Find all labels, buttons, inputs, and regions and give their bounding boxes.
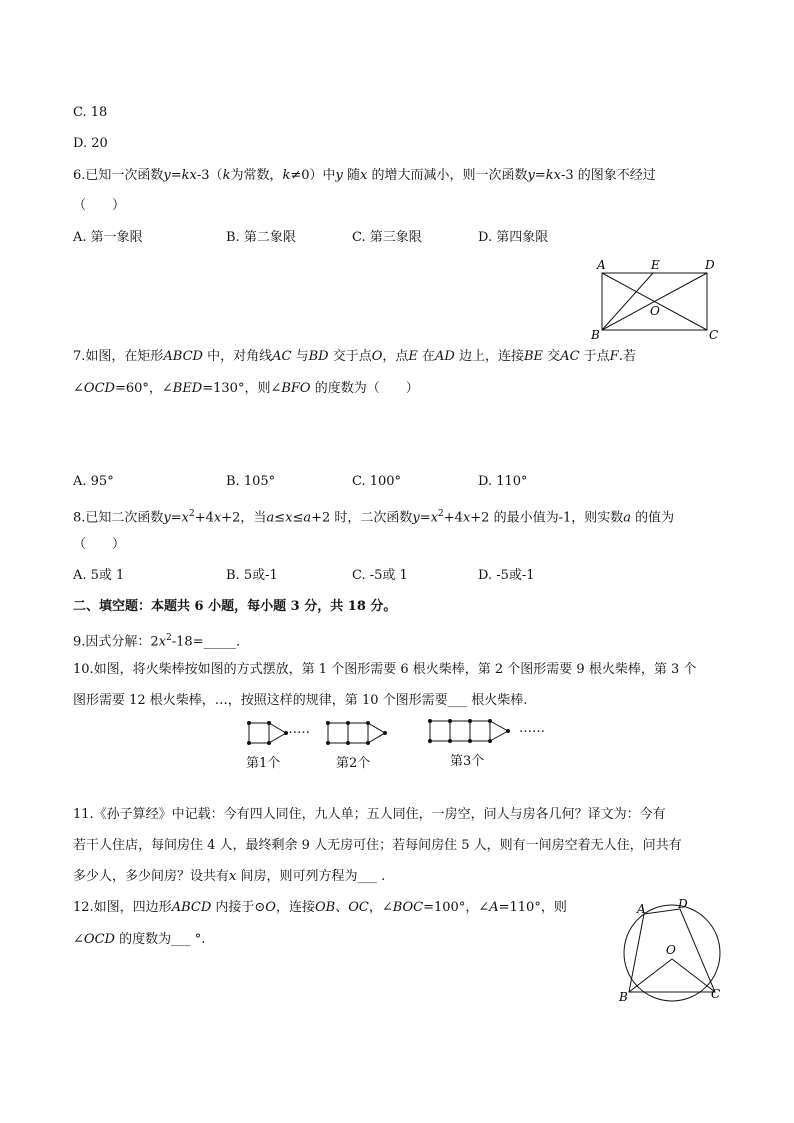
q12-stem-line2: ∠OCD 的度数为___ °. <box>73 932 206 947</box>
ellipsis-right: …… <box>519 721 545 736</box>
q12-circle-figure <box>612 893 742 1011</box>
caption-figure-2: 第2个 <box>336 756 371 771</box>
q8-option-d: D. -5或-1 <box>478 568 535 583</box>
matchstick-figure-3 <box>430 721 508 741</box>
label-d: D <box>705 258 715 272</box>
q6-stem: 6.已知一次函数y=kx-3（k为常数，k≠0）中y 随x 的增大而减小，则一次函数y=kx-3 的图象不经过 <box>73 168 656 183</box>
label-a: A <box>637 902 646 916</box>
q9-stem: 9.因式分解：$2x^2-18=\_\_\_\_\_$． <box>73 633 250 650</box>
q7-option-d: D. 110° <box>478 474 528 489</box>
q8-option-c: C. -5或 1 <box>352 568 408 583</box>
q11-stem: 11.《孙子算经》中记载：今有四人同住，九人单；五人同住，一房空，问人与房各几何？译文为：今有 <box>73 807 666 822</box>
q5-option-c: C. 18 <box>73 105 108 120</box>
section-2-heading: 二、填空题：本题共 6 小题，每小题 3 分，共 18 分。 <box>73 599 397 614</box>
caption-figure-1: 第1个 <box>246 756 281 771</box>
matchstick-figure-2 <box>328 723 385 743</box>
label-b: B <box>619 990 628 1004</box>
label-a: A <box>597 258 606 272</box>
q6-option-d: D. 第四象限 <box>478 230 549 245</box>
segments-ob-oc <box>629 959 715 992</box>
q9-answer-blank: _____ <box>203 634 237 650</box>
q6-option-a: A. 第一象限 <box>73 230 143 245</box>
label-c: C <box>709 328 719 342</box>
q8-stem: 8.已知二次函数$y=x^2+4x+2$，当a≤x≤a+2 时，二次函数$y=x^2+4x+2$ 的最小值为-1，则实数a 的值为 <box>73 509 675 526</box>
q6-option-b: B. 第二象限 <box>226 230 296 245</box>
matchstick-figure-1 <box>249 723 286 743</box>
q7-rectangle-figure <box>585 255 725 345</box>
label-b: B <box>591 328 600 342</box>
segment-be <box>602 273 653 330</box>
q7-option-b: B. 105° <box>226 474 276 489</box>
label-o: O <box>666 943 676 957</box>
label-o: O <box>650 304 660 318</box>
q6-option-c: C. 第三象限 <box>352 230 422 245</box>
label-e: E <box>651 258 660 272</box>
label-d: D <box>678 897 688 911</box>
q5-option-d: D. 20 <box>73 136 108 151</box>
q10-stem: 10.如图，将火柴棒按如图的方式摆放，第 1 个图形需要 6 根火柴棒，第 2 个图形需要 9 根火柴棒，第 3 个 <box>73 662 697 677</box>
q7-stem: 7.如图，在矩形ABCD 中，对角线AC 与BD 交于点O，点E 在AD 边上，连接BE 交AC 于点F.若 <box>73 349 636 364</box>
q7-option-a: A. 95° <box>73 474 114 489</box>
q8-option-a: A. 5或 1 <box>73 568 125 583</box>
label-c: C <box>711 987 721 1001</box>
q11-stem-line3: 多少人，多少间房？设共有x 间房，则可列方程为___ . <box>73 869 386 884</box>
q8-option-b: B. 5或-1 <box>226 568 278 583</box>
q10-stem-line2: 图形需要 12 根火柴棒，…，按照这样的规律，第 10 个图形需要___ 根火柴棒. <box>73 693 528 708</box>
q12-stem: 12.如图，四边形ABCD 内接于⊙O，连接OB、OC，∠BOC=100°，∠A=110°，则 <box>73 900 567 915</box>
q7-option-c: C. 100° <box>352 474 402 489</box>
caption-figure-3: 第3个 <box>450 754 485 769</box>
matchstick-ellipsis: …… <box>284 722 310 737</box>
q7-stem-line2: ∠OCD=60°，∠BED=130°，则∠BFO 的度数为（ ） <box>73 381 419 396</box>
q6-paren: （ ） <box>73 198 126 213</box>
q8-paren: （ ） <box>73 537 126 552</box>
q11-stem-line2: 若干人住店，每间房住 4 人，最终剩余 9 人无房可住；若每间房住 5 人，则有一间房空着无人住，问共有 <box>73 838 682 853</box>
